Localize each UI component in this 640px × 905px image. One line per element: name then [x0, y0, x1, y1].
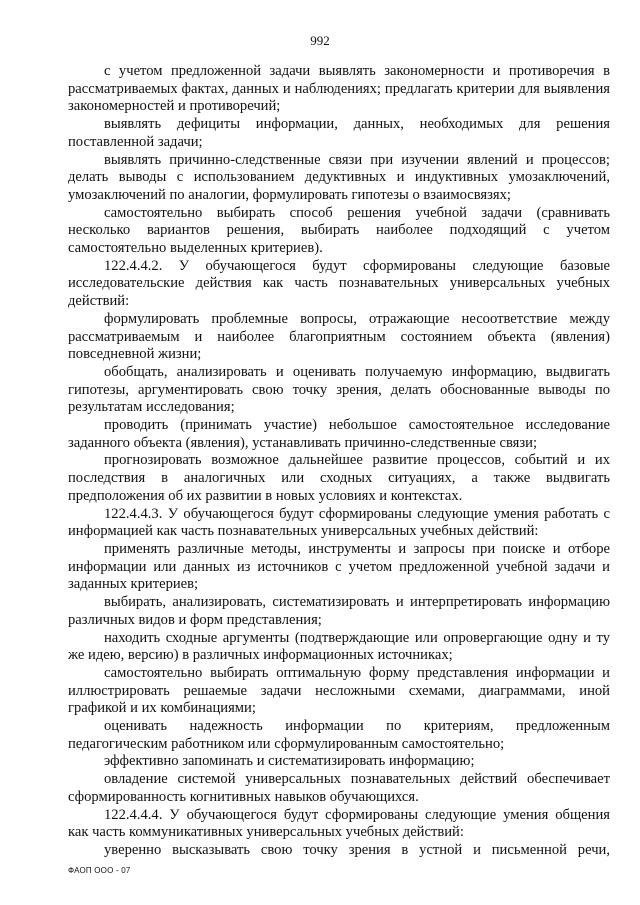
- document-body: [68, 63, 610, 860]
- paragraph: выявлять дефициты информации, данных, необходимых для решения поставленной задачи;: [68, 116, 610, 150]
- paragraph: оценивать надежность информации по критериям, предложенным педагогическим работником или сформулированным самостоятельно;: [68, 718, 610, 752]
- paragraph: применять различные методы, инструменты и запросы при поиске и отборе информации или данных из источников с учетом предложенной учебной задачи и заданных критериев;: [68, 540, 610, 593]
- section-paragraph-122-4-4-2: 122.4.4.2. У обучающегося будут сформированы следующие базовые исследовательские действия как часть познавательных универсальных учебных действий:: [68, 257, 610, 310]
- paragraph: овладение системой универсальных познавательных действий обеспечивает сформированность когнитивных навыков обучающихся.: [68, 771, 610, 805]
- paragraph: выявлять причинно-следственные связи при изучении явлений и процессов; делать выводы с использованием дедуктивных и индуктивных умозаключений, умозаключений по аналогии, формулировать гипотезы о взаимосвязях;: [68, 151, 610, 203]
- paragraph: проводить (принимать участие) небольшое самостоятельное исследование заданного объекта (явления), устанавливать причинно-следственные связи;: [68, 417, 610, 451]
- paragraph: самостоятельно выбирать оптимальную форму представления информации и иллюстрировать решаемые задачи несложными схемами, диаграммами, иной графикой и их комбинациями;: [68, 664, 610, 717]
- paragraph: обобщать, анализировать и оценивать получаемую информацию, выдвигать гипотезы, аргументировать свою точку зрения, делать обоснованные выводы по результатам исследования;: [68, 363, 610, 416]
- paragraph-continued: уверенно высказывать свою точку зрения в устной и письменной речи,: [104, 841, 610, 858]
- section-paragraph-122-4-4-4: 122.4.4.4. У обучающегося будут сформированы следующие умения общения как часть коммуникативных универсальных учебных действий:: [68, 806, 610, 841]
- paragraph: выбирать, анализировать, систематизировать и интерпретировать информацию различных видов и форм представления;: [68, 594, 610, 628]
- section-paragraph-122-4-4-3: 122.4.4.3. У обучающегося будут сформированы следующие умения работать с информацией как часть познавательных универсальных учебных действий:: [68, 505, 610, 540]
- paragraph: самостоятельно выбирать способ решения учебной задачи (сравнивать несколько вариантов решения, выбирать наиболее подходящий с учетом самостоятельно выделенных критериев).: [68, 204, 610, 257]
- paragraph: эффективно запоминать и систематизировать информацию;: [104, 753, 475, 770]
- paragraph: формулировать проблемные вопросы, отражающие несоответствие между рассматриваемым и наиболее благоприятным состоянием объекта (явления) повседневной жизни;: [68, 310, 610, 363]
- paragraph: с учетом предложенной задачи выявлять закономерности и противоречия в рассматриваемых фактах, данных и наблюдениях; предлагать критерии для выявления закономерностей и противоречий;: [68, 63, 610, 115]
- footer-document-code: ФАОП ООО - 07: [68, 866, 131, 875]
- paragraph: прогнозировать возможное дальнейшее развитие процессов, событий и их последствия в аналогичных или сходных ситуациях, а также выдвигать предположения об их развитии в новых условиях и контекстах.: [68, 452, 610, 504]
- paragraph: находить сходные аргументы (подтверждающие или опровергающие одну и ту же идею, версию) в различных информационных источниках;: [68, 629, 610, 664]
- page-number: 992: [310, 33, 330, 48]
